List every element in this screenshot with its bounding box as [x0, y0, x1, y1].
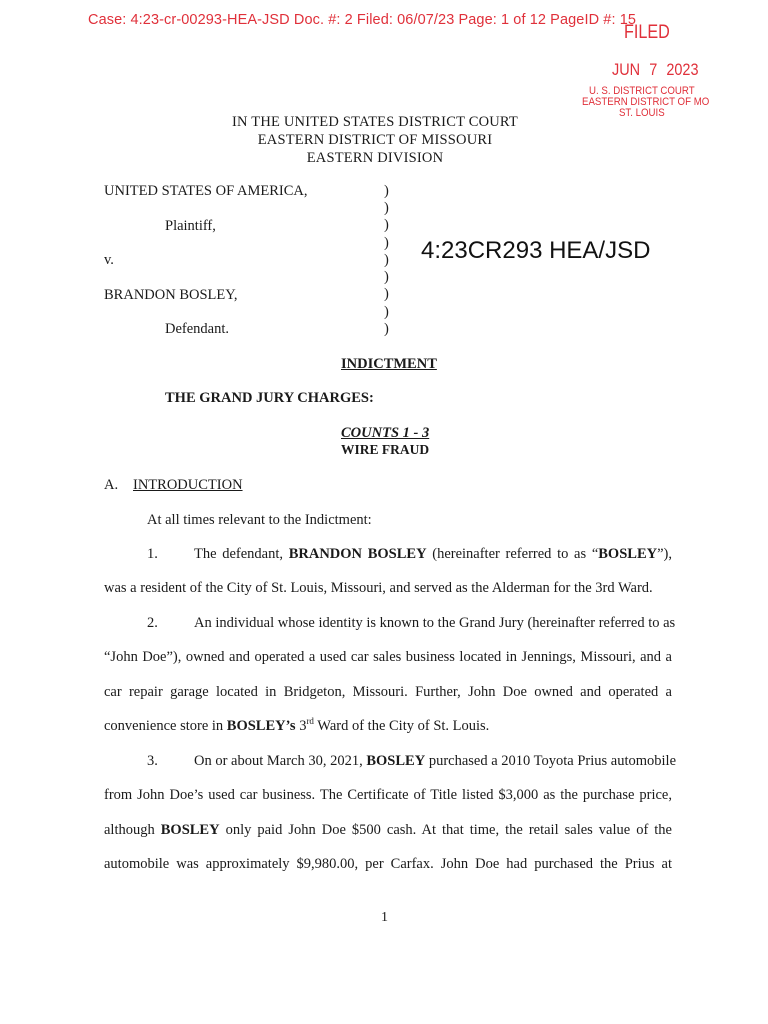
filed-stamp-date: JUN 7 2023	[612, 60, 699, 79]
filed-stamp-line2: EASTERN DISTRICT OF MO	[582, 96, 710, 108]
case-header-stamp: Case: 4:23-cr-00293-HEA-JSD Doc. #: 2 Filed: 06/07/23 Page: 1 of 12 PageID #: 15	[88, 12, 637, 28]
paragraph-2-line-1: An individual whose identity is known to the Grand Jury (hereinafter referred to as	[194, 615, 676, 631]
court-heading-line3: EASTERN DIVISION	[306, 150, 444, 166]
versus: v.	[104, 252, 114, 268]
page-number: 1	[381, 910, 388, 925]
filed-stamp-word: FILED	[624, 22, 670, 43]
caption-paren: )	[384, 286, 389, 302]
intro-sentence: At all times relevant to the Indictment:	[147, 512, 372, 528]
document-title: INDICTMENT	[341, 356, 437, 372]
section-title: INTRODUCTION	[133, 477, 243, 493]
section-letter: A.	[104, 477, 119, 493]
court-heading	[160, 113, 590, 167]
counts-subtitle: WIRE FRAUD	[341, 442, 430, 457]
caption-paren: )	[384, 304, 389, 320]
filed-stamp-line1: U. S. DISTRICT COURT	[589, 85, 695, 97]
caption-paren: )	[384, 217, 389, 233]
paragraph-3-line-3: although BOSLEY only paid John Doe $500 cash. At that time, the retail sales value of the	[104, 822, 672, 838]
plaintiff-role: Plaintiff,	[165, 218, 216, 234]
defendant-role: Defendant.	[165, 321, 230, 337]
paragraph-3-line-1: On or about March 30, 2021, BOSLEY purchased a 2010 Toyota Prius automobile	[194, 753, 677, 769]
filed-stamp-court	[582, 85, 710, 119]
paragraph-number: 2.	[147, 615, 158, 631]
caption-paren: )	[384, 269, 389, 285]
caption-paren: )	[384, 183, 389, 199]
plaintiff-name: UNITED STATES OF AMERICA,	[104, 183, 308, 199]
caption-paren: )	[384, 235, 389, 251]
paragraph-3-line-2: from John Doe’s used car business. The Certificate of Title listed $3,000 as the purchase price,	[104, 787, 672, 803]
court-heading-line1: IN THE UNITED STATES DISTRICT COURT	[232, 114, 518, 130]
paragraph-2-line-3: car repair garage located in Bridgeton, Missouri. Further, John Doe owned and operated a	[104, 684, 672, 700]
caption-paren: )	[384, 321, 389, 337]
paragraph-number: 3.	[147, 753, 158, 769]
paragraph-number: 1.	[147, 546, 158, 562]
caption-paren: )	[384, 252, 389, 268]
paragraph-1-line-1: The defendant, BRANDON BOSLEY (hereinafter referred to as “BOSLEY”),	[194, 546, 672, 562]
paragraph-2-line-2: “John Doe”), owned and operated a used car sales business located in Jennings, Missouri, and a	[104, 649, 672, 665]
charges-heading: THE GRAND JURY CHARGES:	[165, 390, 374, 406]
counts-heading: COUNTS 1 - 3	[341, 425, 430, 441]
filed-stamp-line3: ST. LOUIS	[618, 107, 665, 119]
paragraph-1-line-2: was a resident of the City of St. Louis, Missouri, and served as the Alderman for the 3rd Ward.	[104, 580, 653, 596]
court-heading-line2: EASTERN DISTRICT OF MISSOURI	[257, 132, 493, 148]
caption-paren: )	[384, 200, 389, 216]
defendant-name: BRANDON BOSLEY,	[104, 287, 238, 303]
paragraph-2-line-4: convenience store in BOSLEY’s 3rd Ward of the City of St. Louis.	[104, 716, 490, 734]
paragraph-3-line-4: automobile was approximately $9,980.00, per Carfax. John Doe had purchased the Prius at	[104, 856, 672, 872]
case-number: 4:23CR293 HEA/JSD	[421, 237, 651, 264]
